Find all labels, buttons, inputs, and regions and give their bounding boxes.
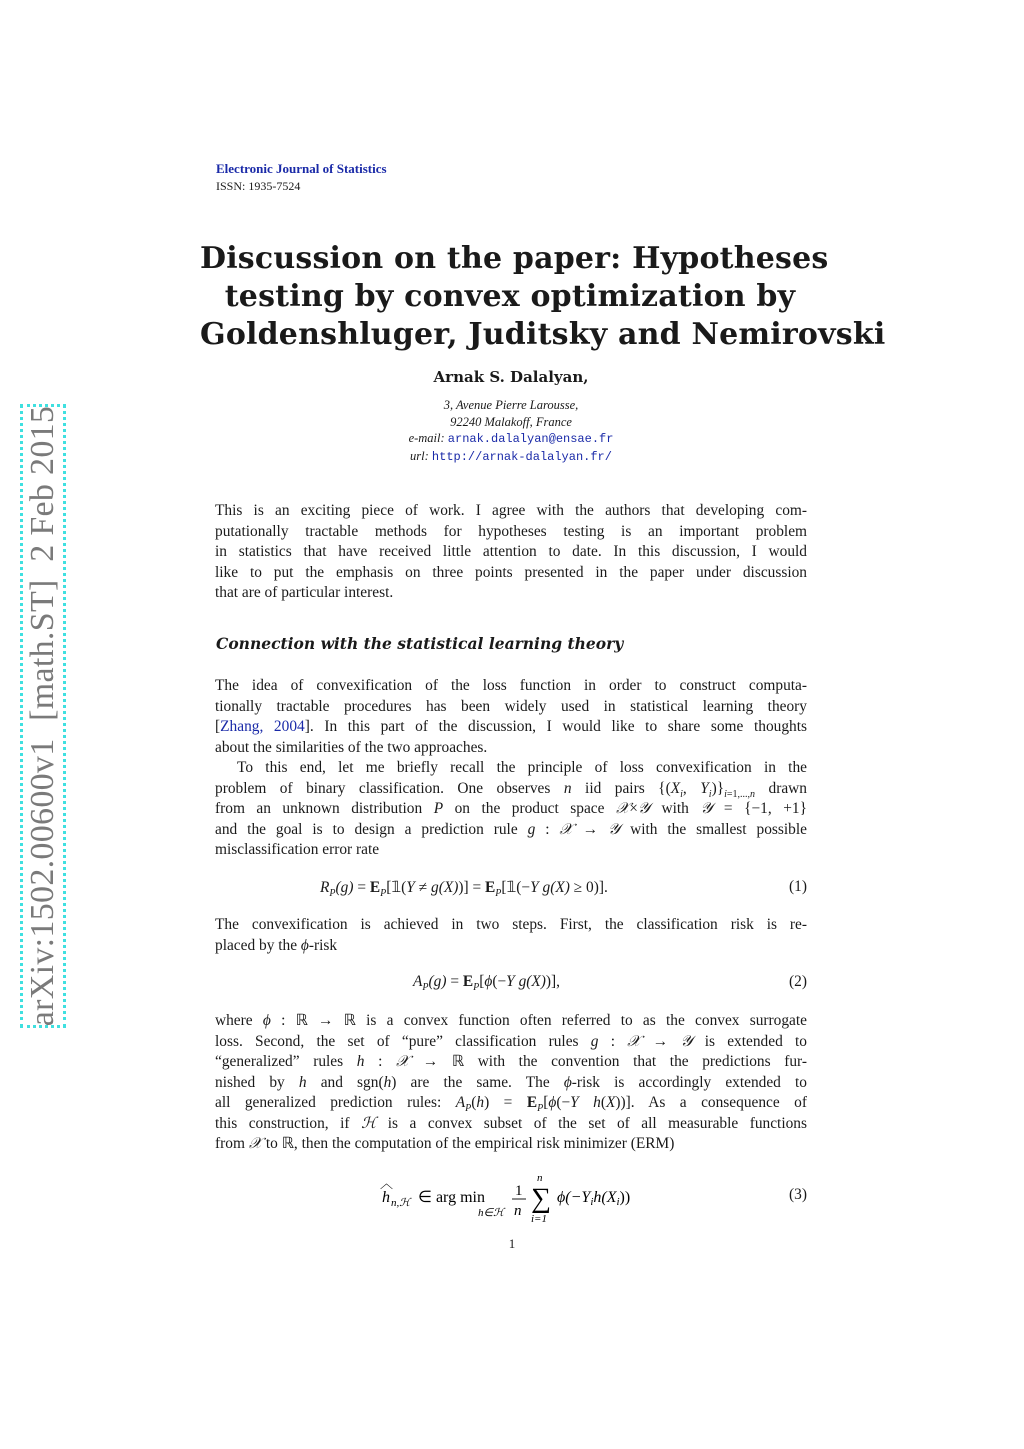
text-line: where ϕ : ℝ → ℝ is a convex function often referred to as the convex surrogate [215,1012,807,1029]
address-line: 92240 Malakoff, France [450,414,572,429]
svg-text:i=1: i=1 [531,1213,547,1225]
text-line: This is an exciting piece of work. I agree with the authors that developing com- [215,502,807,519]
equation-number: (1) [789,878,807,895]
title-line: testing by convex optimization by [224,279,796,314]
title-line: Discussion on the paper: Hypotheses [200,241,829,276]
svg-text:∈ arg min: ∈ arg min [418,1189,485,1206]
page-number: 1 [508,1236,516,1251]
text-line: nished by h and sgn(h) are the same. The ϕ-risk is accordingly extended to [215,1073,807,1091]
text-line: putationally tractable methods for hypotheses testing is an important problem [215,522,807,540]
body-paragraph [215,1011,807,1155]
text-line: and the goal is to design a prediction rule g : 𝒳 → 𝒴 with the smallest possible [215,820,807,838]
erm-formula [380,1170,650,1230]
citation-link[interactable]: Zhang, 2004 [220,718,305,735]
equation-number: (3) [789,1186,807,1203]
issn: ISSN: 1935-7524 [216,179,301,193]
text-line: in statistics that have received little attention to date. In this discussion, I would [215,543,807,560]
svg-text:n: n [537,1172,543,1184]
text-line: all generalized prediction rules: $A_P(h) = E_P[\phi(-Y$ h(X))]. As a consequence of [215,1094,807,1115]
paper-title [200,240,886,354]
journal-name[interactable]: Electronic Journal of Statistics [216,161,387,176]
equation-number: (2) [789,973,807,990]
svg-text:n: n [514,1203,522,1219]
svg-text:h∈ℋ: h∈ℋ [478,1207,504,1219]
svg-text:1: 1 [515,1183,523,1199]
svg-text:h: h [382,1189,390,1206]
email-label: e-mail: [408,431,445,445]
text-line: loss. Second, the set of “pure” classification rules g : 𝒳 → 𝒴 is extended to [215,1032,807,1050]
body-paragraph [215,915,807,956]
equation-body: $R_P(g)$ = $E_P[𝟙(Y \ne g(X))]$ = $E_P[𝟙(-Y$ g(X) ≥ 0)]. [320,879,608,900]
equation-1 [215,878,807,900]
arxiv-stamp [20,404,66,1028]
text-line: problem of binary classification. One observes n iid pairs {($X_i$, $Y_i)\}_{i=1,...,n}$ drawn [215,779,807,800]
text-line: from 𝒳 to ℝ, then the computation of the empirical risk minimizer (ERM) [215,1135,675,1152]
text-line: like to put the emphasis on three points presented in the paper under discussion [215,563,807,581]
body-paragraph [215,758,807,861]
address-line: 3, Avenue Pierre Larousse, [443,398,579,412]
text-line: placed by the ϕ-risk [215,936,338,954]
text-line: tionally tractable procedures has been widely used in statistical learning theory [215,697,807,715]
svg-text:n,ℋ: n,ℋ [391,1197,411,1209]
url-label: url: [410,448,429,463]
text-line: misclassification error rate [215,841,380,858]
text-line: about the similarities of the two approaches. [215,738,488,756]
text-line: from an unknown distribution P on the product space 𝒳×𝒴 with 𝒴 = {−1, +1} [215,800,807,817]
email-link[interactable]: arnak.dalalyan@ensae.fr [447,432,614,446]
text-line: that are of particular interest. [215,584,394,601]
equation-body: $A_P(g) = E_P[\phi(-Y$ g(X))], [413,973,561,994]
intro-paragraph [215,501,807,604]
title-line: Goldenshluger, Juditsky and Nemirovski [200,317,886,352]
section-heading: Connection with the statistical learning theory [216,634,624,653]
text-line: The convexification is achieved in two steps. First, the classification risk is re- [215,916,807,933]
text-line: “generalized” rules h : 𝒳 → ℝ with the convention that the predictions fur- [215,1053,807,1070]
arxiv-id: arXiv:1502.00600v1 [math.ST] 2 Feb 2015 [24,405,61,1027]
text-line: [Zhang, 2004]. In this part of the discussion, I would like to share some thoughts [215,718,807,735]
svg-text:ϕ(−Yih(Xi)): ϕ(−Yih(Xi)) [557,1189,631,1208]
equation-2 [215,973,807,995]
svg-text:∑: ∑ [531,1183,551,1214]
text-line: this construction, if ℋ is a convex subset of the set of all measurable functions [215,1114,807,1132]
author-name: Arnak S. Dalalyan, [433,368,589,386]
url-link[interactable]: http://arnak-dalalyan.fr/ [431,449,612,464]
body-paragraph [215,676,807,758]
text-line: To this end, let me briefly recall the principle of loss convexification in the [237,759,807,776]
equation-3 [215,1170,807,1230]
author-affiliation [216,397,806,465]
svg-text:︿: ︿ [380,1176,394,1191]
url-line [216,448,806,466]
email-line [216,430,806,448]
text-line: The idea of convexification of the loss function in order to construct computa- [215,677,807,694]
